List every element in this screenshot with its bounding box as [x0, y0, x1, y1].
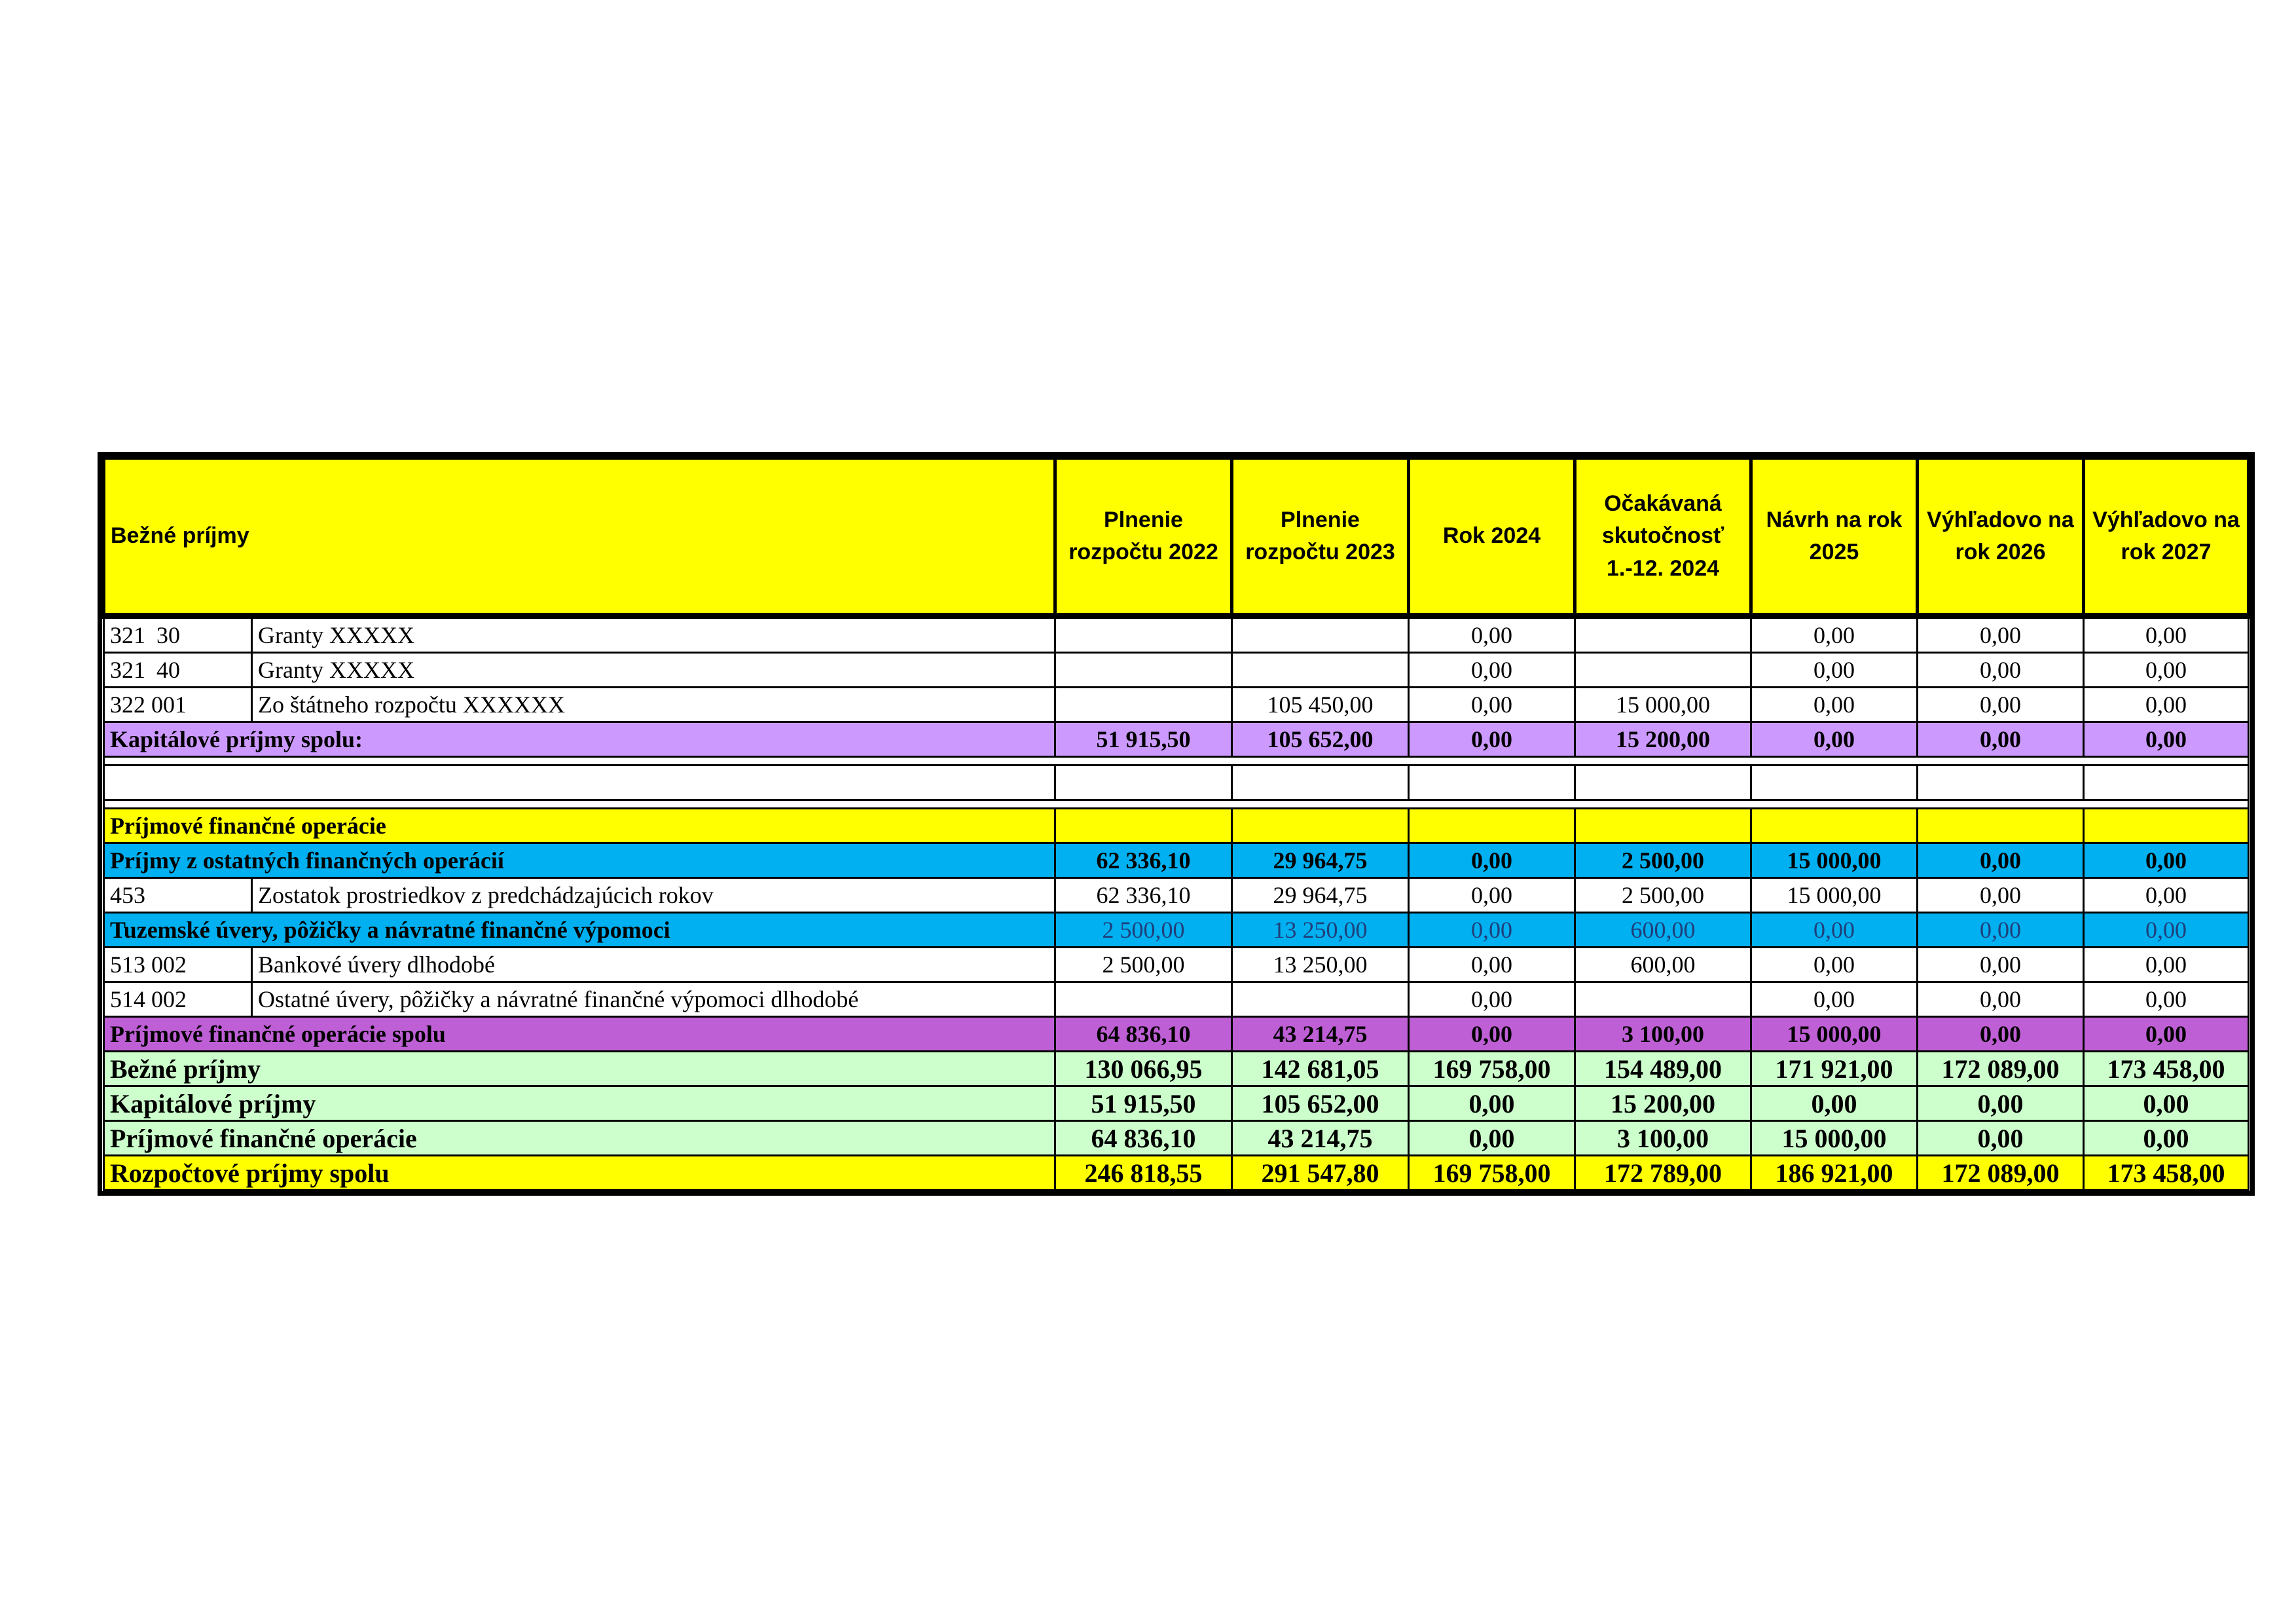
cell-2026: 0,00: [1918, 1121, 2084, 1156]
row-name: Zostatok prostriedkov z predchádzajúcich rokov: [252, 878, 1055, 913]
code-value: 321: [110, 657, 145, 683]
cell-2026: 172 089,00: [1918, 1052, 2084, 1086]
header-col-5: Návrh na rok 2025: [1751, 458, 1918, 616]
table-row-budget-revenue-total: [104, 1156, 2249, 1190]
cell-2025: 0,00: [1751, 948, 1918, 982]
cell-2024: 0,00: [1409, 722, 1575, 757]
cell-2024: 0,00: [1409, 878, 1575, 913]
cell-2025: 15 000,00: [1751, 843, 1918, 878]
cell-2027: 0,00: [2084, 688, 2249, 722]
cell-2024: 0,00: [1409, 843, 1575, 878]
cell-2023: 13 250,00: [1232, 913, 1409, 948]
empty-cell: [1751, 766, 1918, 800]
cell-expected-2024: 15 000,00: [1575, 688, 1751, 722]
header-col-1: Plnenie rozpočtu 2022: [1055, 458, 1232, 616]
cell-2027: 0,00: [2084, 982, 2249, 1017]
empty-cell: [1232, 809, 1409, 843]
table-row-domestic-loans: [104, 913, 2249, 948]
cell-2026: 0,00: [1918, 1086, 2084, 1121]
header-row: [104, 458, 2249, 616]
empty-cell: [1409, 809, 1575, 843]
section-label: Príjmové finančné operácie: [104, 809, 1055, 843]
table-row-453: [104, 878, 2249, 913]
table-row-513-002: [104, 948, 2249, 982]
cell-expected-2024: [1575, 653, 1751, 688]
cell-2023: 291 547,80: [1232, 1156, 1409, 1190]
header-col-2: Plnenie rozpočtu 2023: [1232, 458, 1409, 616]
cell-2022: 62 336,10: [1055, 878, 1232, 913]
cell-2024: 0,00: [1409, 688, 1575, 722]
cell-expected-2024: 600,00: [1575, 913, 1751, 948]
cell-2022: 246 818,55: [1055, 1156, 1232, 1190]
row-label: Kapitálové príjmy spolu:: [104, 722, 1055, 757]
table-row-operations-total: [104, 1017, 2249, 1052]
cell-2023: [1232, 653, 1409, 688]
cell-2022: [1055, 688, 1232, 722]
table-row-other-financial-ops: [104, 843, 2249, 878]
cell-2024: 169 758,00: [1409, 1156, 1575, 1190]
table-row-operations-section: [104, 809, 2249, 843]
cell-expected-2024: 172 789,00: [1575, 1156, 1751, 1190]
budget-sheet: [102, 456, 2247, 1191]
cell-2027: 0,00: [2084, 1086, 2249, 1121]
empty-cell: [2084, 766, 2249, 800]
budget-table: [102, 456, 2250, 1191]
table-row-current-revenue: [104, 1052, 2249, 1086]
row-code: [104, 616, 252, 653]
cell-2027: 0,00: [2084, 616, 2249, 653]
cell-2024: 0,00: [1409, 913, 1575, 948]
row-label: Kapitálové príjmy: [104, 1086, 1055, 1121]
cell-2027: 0,00: [2084, 1121, 2249, 1156]
cell-2022: 51 915,50: [1055, 1086, 1232, 1121]
row-code: 453: [104, 878, 252, 913]
cell-expected-2024: [1575, 982, 1751, 1017]
row-name: Ostatné úvery, pôžičky a návratné finančné výpomoci dlhodobé: [252, 982, 1055, 1017]
cell-2023: 43 214,75: [1232, 1017, 1409, 1052]
table-row-514-002: [104, 982, 2249, 1017]
empty-cell: [1055, 766, 1232, 800]
empty-cell: [1575, 766, 1751, 800]
cell-2022: [1055, 982, 1232, 1017]
cell-2023: 105 652,00: [1232, 722, 1409, 757]
cell-2026: 0,00: [1918, 616, 2084, 653]
cell-expected-2024: 15 200,00: [1575, 722, 1751, 757]
cell-expected-2024: 2 500,00: [1575, 878, 1751, 913]
cell-2025: 0,00: [1751, 982, 1918, 1017]
header-col-3: Rok 2024: [1409, 458, 1575, 616]
table-row-grant-321-40: [104, 653, 2249, 688]
cell-2023: 29 964,75: [1232, 878, 1409, 913]
table-row-financial-operations: [104, 1121, 2249, 1156]
header-col-4: Očakávaná skutočnosť 1.-12. 2024: [1575, 458, 1751, 616]
cell-2025: 0,00: [1751, 616, 1918, 653]
row-name: Zo štátneho rozpočtu XXXXXX: [252, 688, 1055, 722]
row-label: Príjmové finančné operácie: [104, 1121, 1055, 1156]
header-col-7: Výhľadovo na rok 2027: [2084, 458, 2249, 616]
cell-2023: 142 681,05: [1232, 1052, 1409, 1086]
empty-cell: [1918, 766, 2084, 800]
cell-2025: 186 921,00: [1751, 1156, 1918, 1190]
separator-row: [104, 800, 2249, 809]
empty-cell: [1918, 809, 2084, 843]
row-label: Rozpočtové príjmy spolu: [104, 1156, 1055, 1190]
cell-2022: 2 500,00: [1055, 913, 1232, 948]
cell-2023: 105 652,00: [1232, 1086, 1409, 1121]
cell-2022: 64 836,10: [1055, 1017, 1232, 1052]
row-code: 514 002: [104, 982, 252, 1017]
table-row-state-budget: [104, 688, 2249, 722]
row-code: 513 002: [104, 948, 252, 982]
cell-2023: 43 214,75: [1232, 1121, 1409, 1156]
cell-2026: 0,00: [1918, 1017, 2084, 1052]
cell-expected-2024: 3 100,00: [1575, 1121, 1751, 1156]
empty-cell: [1751, 809, 1918, 843]
cell-2027: 0,00: [2084, 948, 2249, 982]
row-label: Príjmy z ostatných finančných operácií: [104, 843, 1055, 878]
row-label: Bežné príjmy: [104, 1052, 1055, 1086]
empty-cell: [1232, 766, 1409, 800]
row-label: Príjmové finančné operácie spolu: [104, 1017, 1055, 1052]
row-name: Granty XXXXX: [252, 616, 1055, 653]
cell-2024: 0,00: [1409, 1086, 1575, 1121]
cell-2027: 173 458,00: [2084, 1052, 2249, 1086]
cell-2024: 0,00: [1409, 616, 1575, 653]
cell-2027: 0,00: [2084, 913, 2249, 948]
cell-2022: 130 066,95: [1055, 1052, 1232, 1086]
cell-2022: 62 336,10: [1055, 843, 1232, 878]
cell-2023: [1232, 616, 1409, 653]
cell-2026: 0,00: [1918, 948, 2084, 982]
cell-2022: [1055, 653, 1232, 688]
cell-2023: 105 450,00: [1232, 688, 1409, 722]
cell-expected-2024: 15 200,00: [1575, 1086, 1751, 1121]
cell-2027: 0,00: [2084, 878, 2249, 913]
cell-2026: 0,00: [1918, 653, 2084, 688]
cell-2027: 0,00: [2084, 843, 2249, 878]
cell-expected-2024: 154 489,00: [1575, 1052, 1751, 1086]
cell-expected-2024: 3 100,00: [1575, 1017, 1751, 1052]
empty-cell: [1409, 766, 1575, 800]
header-col-6: Výhľadovo na rok 2026: [1918, 458, 2084, 616]
cell-2023: 29 964,75: [1232, 843, 1409, 878]
row-code: [104, 653, 252, 688]
cell-2025: 15 000,00: [1751, 1121, 1918, 1156]
sub-code-value: 30: [156, 622, 180, 648]
cell-2022: 64 836,10: [1055, 1121, 1232, 1156]
cell-2027: 0,00: [2084, 653, 2249, 688]
empty-row: [104, 766, 2249, 800]
cell-2026: 172 089,00: [1918, 1156, 2084, 1190]
header-label: Bežné príjmy: [104, 458, 1055, 616]
cell-2025: 0,00: [1751, 1086, 1918, 1121]
cell-expected-2024: [1575, 616, 1751, 653]
cell-2027: 0,00: [2084, 1017, 2249, 1052]
sub-code-value: 40: [156, 657, 180, 683]
empty-cell: [104, 766, 1055, 800]
cell-2023: 13 250,00: [1232, 948, 1409, 982]
cell-2023: [1232, 982, 1409, 1017]
row-label: Tuzemské úvery, pôžičky a návratné finančné výpomoci: [104, 913, 1055, 948]
cell-2025: 0,00: [1751, 688, 1918, 722]
cell-2022: 51 915,50: [1055, 722, 1232, 757]
cell-2025: 15 000,00: [1751, 1017, 1918, 1052]
cell-expected-2024: 2 500,00: [1575, 843, 1751, 878]
table-row-capital-revenue: [104, 1086, 2249, 1121]
cell-2025: 0,00: [1751, 913, 1918, 948]
cell-2025: 15 000,00: [1751, 878, 1918, 913]
empty-cell: [2084, 809, 2249, 843]
empty-cell: [1055, 809, 1232, 843]
cell-2025: 0,00: [1751, 653, 1918, 688]
cell-2022: 2 500,00: [1055, 948, 1232, 982]
cell-2026: 0,00: [1918, 688, 2084, 722]
cell-2027: 173 458,00: [2084, 1156, 2249, 1190]
cell-2024: 0,00: [1409, 653, 1575, 688]
cell-2025: 0,00: [1751, 722, 1918, 757]
cell-2025: 171 921,00: [1751, 1052, 1918, 1086]
cell-2024: 0,00: [1409, 1017, 1575, 1052]
cell-2024: 0,00: [1409, 982, 1575, 1017]
cell-2026: 0,00: [1918, 878, 2084, 913]
table-row-grant-321-30: [104, 616, 2249, 653]
row-name: Bankové úvery dlhodobé: [252, 948, 1055, 982]
cell-2026: 0,00: [1918, 722, 2084, 757]
row-code: 322 001: [104, 688, 252, 722]
table-row-capital-total: [104, 722, 2249, 757]
code-value: 321: [110, 622, 145, 648]
cell-2024: 169 758,00: [1409, 1052, 1575, 1086]
row-name: Granty XXXXX: [252, 653, 1055, 688]
empty-cell: [1575, 809, 1751, 843]
cell-2026: 0,00: [1918, 982, 2084, 1017]
cell-2026: 0,00: [1918, 843, 2084, 878]
cell-2026: 0,00: [1918, 913, 2084, 948]
cell-2027: 0,00: [2084, 722, 2249, 757]
cell-2022: [1055, 616, 1232, 653]
cell-2024: 0,00: [1409, 948, 1575, 982]
cell-expected-2024: 600,00: [1575, 948, 1751, 982]
cell-2024: 0,00: [1409, 1121, 1575, 1156]
separator-row: [104, 757, 2249, 766]
